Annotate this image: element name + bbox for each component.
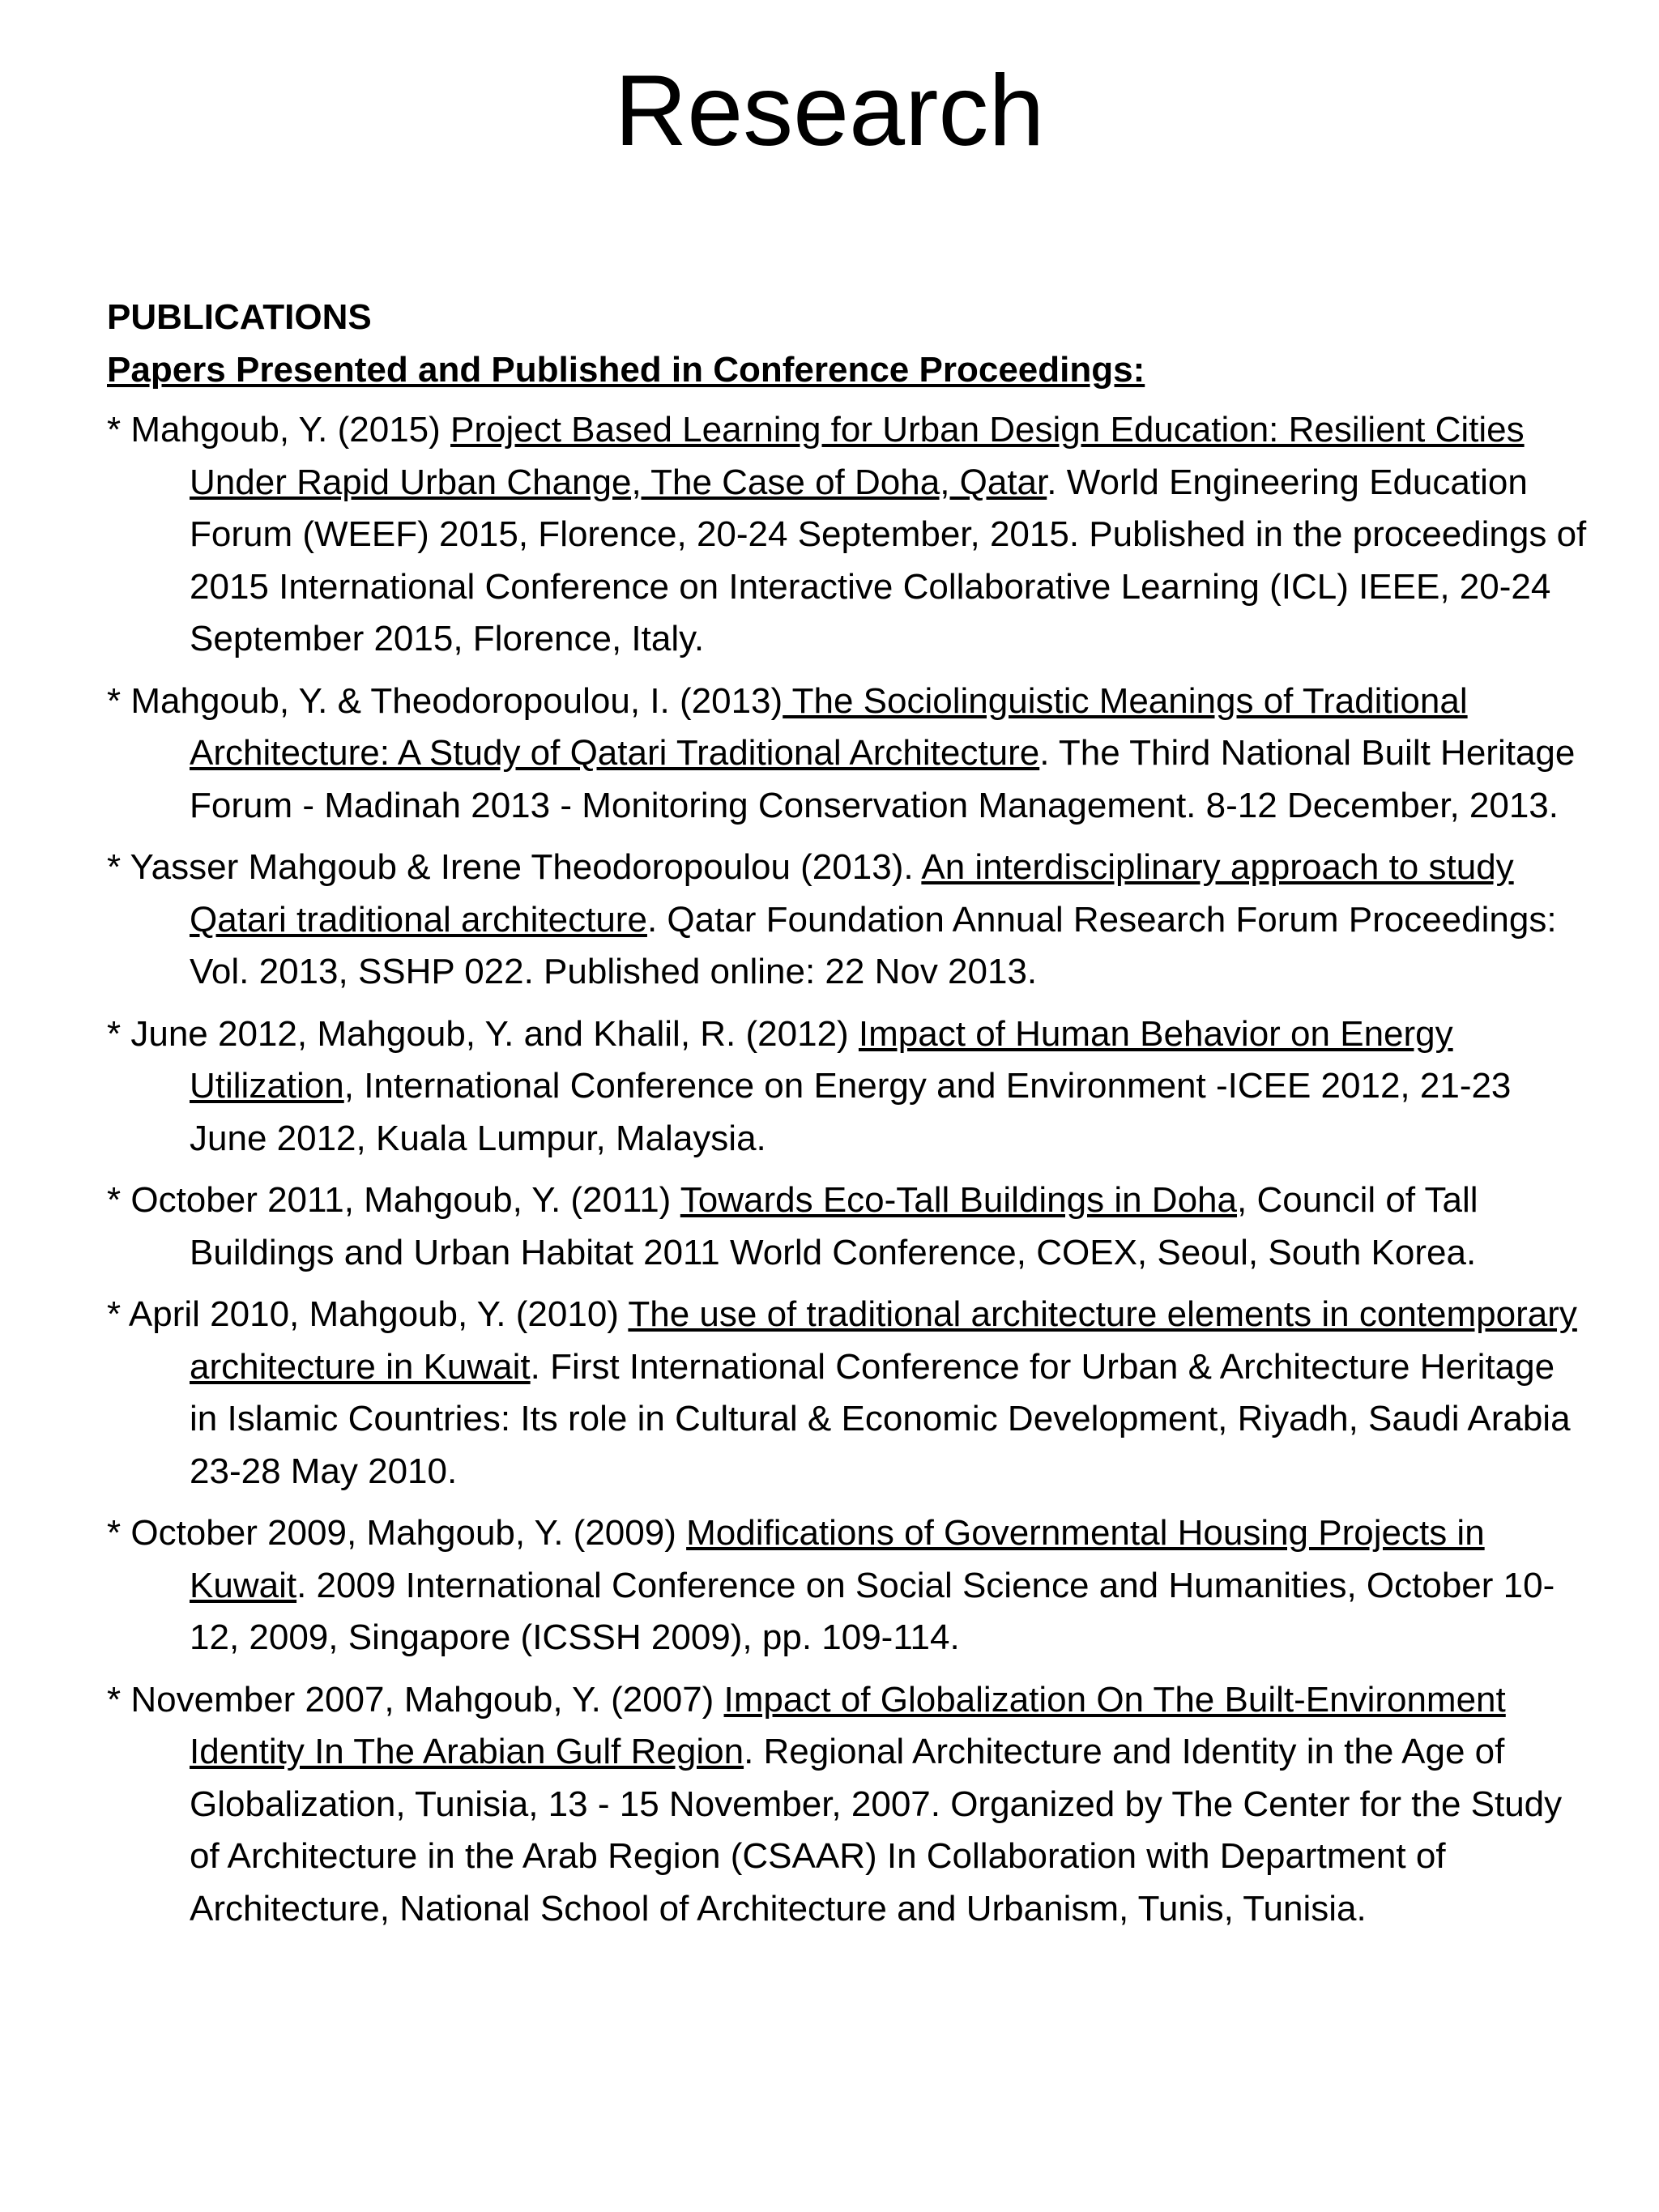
publication-title: An interdisciplinary approach to study Qatari traditional architecture — [190, 847, 1514, 940]
publication-title: Project Based Learning for Urban Design Education: Resilient Cities Under Rapid Urban Change, The Case of Doha, Qatar — [190, 410, 1525, 502]
publication-prefix: * April 2010, Mahgoub, Y. (2010) — [107, 1294, 629, 1334]
publication-prefix: * November 2007, Mahgoub, Y. (2007) — [107, 1679, 724, 1720]
subsection-heading: Papers Presented and Published in Conference Proceedings: — [107, 349, 1145, 390]
publication-list — [107, 404, 1589, 1935]
publication-prefix: * June 2012, Mahgoub, Y. and Khalil, R. (2012) — [107, 1013, 859, 1054]
publication-item — [107, 676, 1589, 833]
publication-title: Modifications of Governmental Housing Projects in Kuwait — [190, 1513, 1485, 1605]
publication-title: The Sociolinguistic Meanings of Traditional Architecture: A Study of Qatari Traditional Architecture — [190, 680, 1468, 773]
content-area — [107, 292, 1589, 1945]
publication-item — [107, 1507, 1589, 1664]
publication-item — [107, 404, 1589, 666]
publication-item — [107, 1289, 1589, 1498]
publication-title: Impact of Human Behavior on Energy Utilization — [190, 1013, 1453, 1106]
publication-prefix: * October 2011, Mahgoub, Y. (2011) — [107, 1180, 680, 1220]
publication-details: , International Conference on Energy and Environment -ICEE 2012, 21-23 June 2012, Kuala Lumpur, Malaysia. — [190, 1066, 1512, 1158]
publication-prefix: * Mahgoub, Y. & Theodoropoulou, I. (2013) — [107, 680, 783, 721]
publication-details: . World Engineering Education Forum (WEEF) 2015, Florence, 20-24 September, 2015. Published in the proceedings of 2015 International Conference on Interactive Collaborative Learning (ICL) IEEE, 20-24 September 2015, Florence, Italy. — [190, 462, 1587, 658]
publication-prefix: * October 2009, Mahgoub, Y. (2009) — [107, 1513, 687, 1553]
publication-item — [107, 1674, 1589, 1936]
publication-details: . Qatar Foundation Annual Research Forum Proceedings: Vol. 2013, SSHP 022. Published online: 22 Nov 2013. — [190, 899, 1557, 991]
publication-item — [107, 842, 1589, 999]
publication-details: , Council of Tall Buildings and Urban Habitat 2011 World Conference, COEX, Seoul, South Korea. — [190, 1180, 1478, 1272]
publication-details: . Regional Architecture and Identity in the Age of Globalization, Tunisia, 13 - 15 November, 2007. Organized by The Center for the Study of Architecture in the Arab Region (CSAAR) In Collaboration with Department of Architecture, National School of Architecture and Urbanism, Tunis, Tunisia. — [190, 1732, 1563, 1929]
publication-title: The use of traditional architecture elements in contemporary architecture in Kuwait — [190, 1294, 1577, 1387]
publication-title: Impact of Globalization On The Built-Environment Identity In The Arabian Gulf Region — [190, 1679, 1506, 1771]
publication-details: . 2009 International Conference on Social Science and Humanities, October 10-12, 2009, Singapore (ICSSH 2009), pp. 109-114. — [190, 1565, 1555, 1657]
publication-prefix: * Yasser Mahgoub & Irene Theodoropoulou (2013). — [107, 847, 922, 887]
publication-prefix: * Mahgoub, Y. (2015) — [107, 410, 451, 450]
section-heading: PUBLICATIONS — [107, 297, 372, 337]
publication-item — [107, 1008, 1589, 1166]
publication-title: Towards Eco-Tall Buildings in Doha — [680, 1180, 1237, 1220]
publication-details: . The Third National Built Heritage Forum - Madinah 2013 - Monitoring Conservation Management. 8-12 December, 2013. — [190, 733, 1576, 825]
publication-item — [107, 1174, 1589, 1279]
publication-details: . First International Conference for Urban & Architecture Heritage in Islamic Countries: Its role in Cultural & Economic Development, Riyadh, Saudi Arabia 23-28 May 2010. — [190, 1346, 1571, 1491]
page-title: Research — [614, 55, 1045, 167]
